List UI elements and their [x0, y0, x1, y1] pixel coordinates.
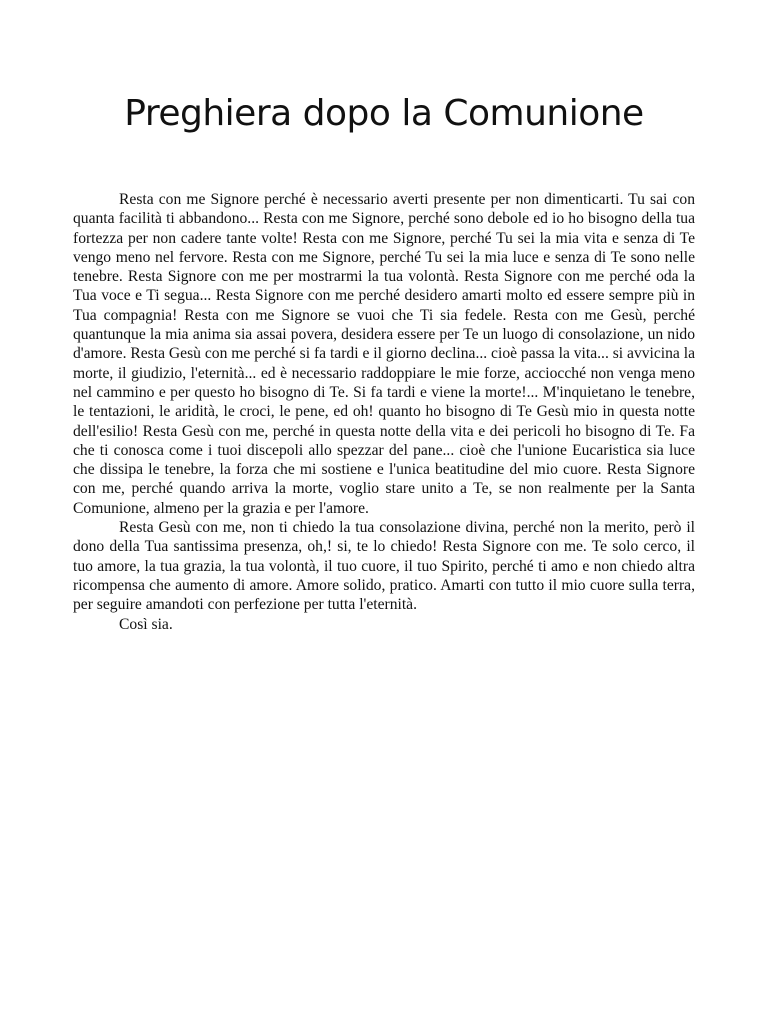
closing-line: Così sia.: [119, 615, 173, 633]
paragraph-2: Resta Gesù con me, non ti chiedo la tua consolazione divina, perché non la merito, però il dono della Tua santissima presenza, oh,! si, te lo chiedo! Resta Signore con me. Te solo cerco, il tuo amore, la tua grazia, la tua volontà, il tuo cuore, il tuo Spirito, perché ti amo e non chiedo altra ricompensa che aumento di amore. Amore solido, pratico. Amarti con tutto il mio cuore sulla terra, per seguire amandoti con perfezione per tutta l'eternità.: [73, 519, 695, 614]
paragraph-1: Resta con me Signore perché è necessario averti presente per non dimenticarti. Tu sai con quanta facilità ti abbandono... Resta con me Signore, perché sono debole ed io ho bisogno della tua fortezza per non cadere tante volte! Resta con me Signore, perché Tu sei la mia vita e senza di Te vengo meno nel fervore. Resta con me Signore, perché Tu sei la mia luce e senza di Te sono nelle tenebre. Resta Signore con me per mostrarmi la tua volontà. Resta Signore con me perché oda la Tua voce e Ti segua... Resta Signore con me perché desidero amarti molto ed essere sempre più in Tua compagnia! Resta con me Signore se vuoi che Ti sia fedele. Resta con me Gesù, perché quantunque la mia anima sia assai povera, desidera essere per Te un luogo di consolazione, un nido d'amore. Resta Gesù con me perché si fa tardi e il giorno declina... cioè passa la vita... si avvicina la morte, il giudizio, l'eternità... ed è necessario raddoppiare le mie forze, acciocché non venga meno nel cammino e per questo ho bisogno di Te. Si fa tardi e viene la morte!... M'inquietano le tenebre, le tentazioni, le aridità, le croci, le pene, ed oh! quanto ho bisogno di Te Gesù mio in questa notte dell'esilio! Resta Gesù con me, perché in questa notte della vita e dei pericoli ho bisogno di Te. Fa che ti conosca come i tuoi discepoli allo spezzar del pane... cioè che l'unione Eucaristica sia luce che dissipa le tenebre, la forza che mi sostiene e l'unica beatitudine del mio cuore. Resta Signore con me, perché quando arriva la morte, voglio stare unito a Te, se non realmente per la Santa Comunione, almeno per la grazia e per l'amore.: [73, 191, 696, 517]
document-page: [73, 88, 695, 634]
prayer-body: [73, 190, 695, 634]
page-title: Preghiera dopo la Comunione: [124, 93, 644, 134]
